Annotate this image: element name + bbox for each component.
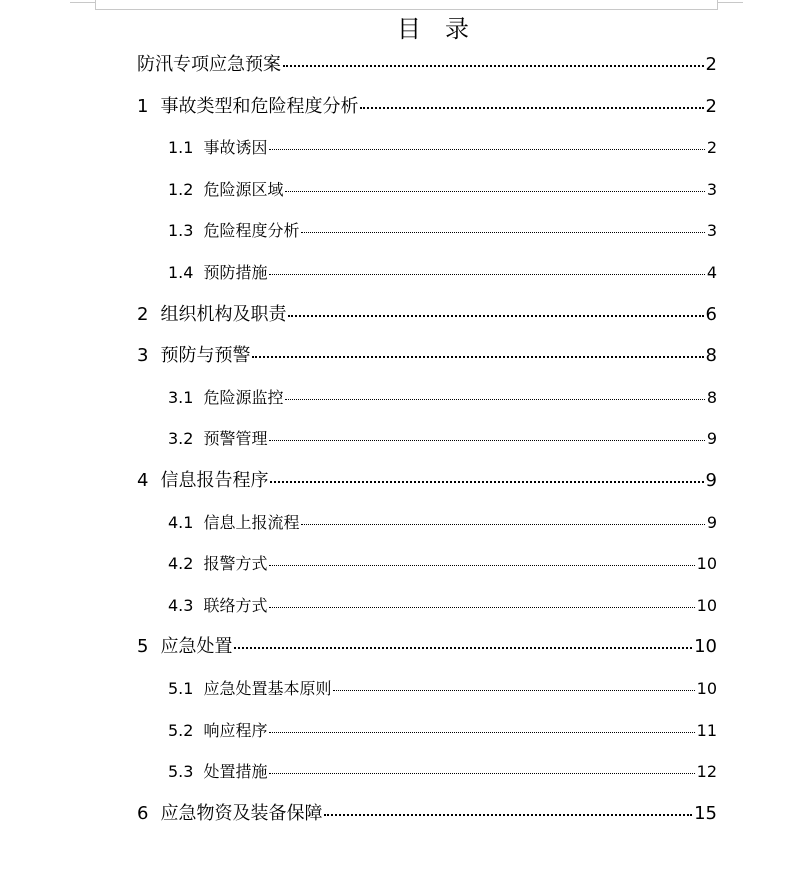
toc-entry-page-number: 3 — [706, 179, 717, 199]
toc-entry-chapter[interactable] — [137, 92, 717, 118]
toc-dot-leader — [269, 731, 694, 733]
toc-entry-page-number: 11 — [696, 720, 717, 740]
toc-entry-chapter[interactable] — [137, 341, 717, 367]
toc-dot-leader — [283, 64, 704, 67]
toc-entry-number: 1.2 — [168, 179, 194, 199]
toc-dot-leader — [333, 689, 694, 691]
toc-entry-title: 危险源监控 — [203, 387, 284, 407]
toc-entry-chapter[interactable] — [137, 799, 717, 825]
toc-entry-number: 3.2 — [168, 429, 194, 449]
toc-dot-leader — [269, 772, 694, 774]
toc-entry-page-number: 8 — [706, 387, 717, 407]
page-title — [0, 12, 794, 46]
toc-dot-leader — [285, 190, 704, 192]
toc-entry-page-number: 15 — [694, 802, 717, 824]
toc-entry-page-number: 12 — [696, 762, 717, 782]
toc-entry-title: 预防措施 — [203, 263, 268, 282]
toc-entry-page-number: 10 — [696, 679, 717, 698]
toc-dot-leader — [269, 273, 704, 275]
toc-dot-leader — [301, 231, 704, 233]
toc-entry-number: 1.1 — [168, 138, 194, 158]
toc-entry-title: 危险程度分析 — [203, 221, 300, 241]
toc-entry-title: 应急处置 — [160, 636, 233, 658]
toc-entry-number: 1.3 — [168, 221, 194, 241]
toc-entry-number: 5.2 — [168, 720, 194, 740]
toc-entry-chapter[interactable] — [137, 50, 717, 76]
toc-entry-section[interactable] — [168, 426, 717, 449]
toc-entry-page-number: 6 — [705, 303, 717, 325]
toc-entry-section[interactable] — [168, 385, 717, 408]
toc-entry-section[interactable] — [168, 510, 717, 533]
toc-entry-page-number: 2 — [705, 54, 717, 75]
toc-entry-page-number: 4 — [706, 263, 717, 282]
margin-corner-mark-left — [70, 2, 95, 3]
toc-dot-leader — [269, 439, 704, 441]
toc-entry-number: 4.3 — [168, 595, 194, 615]
toc-dot-leader — [252, 355, 703, 358]
toc-entry-page-number: 10 — [696, 554, 717, 574]
toc-entry-title: 危险源区域 — [203, 179, 284, 199]
toc-entry-number: 5.1 — [168, 679, 194, 698]
toc-entry-section[interactable] — [168, 218, 717, 241]
toc-entry-section[interactable] — [168, 759, 717, 782]
toc-entry-title: 防汛专项应急预案 — [137, 54, 281, 75]
header-margin-line — [95, 9, 718, 10]
toc-entry-title: 应急处置基本原则 — [203, 679, 332, 698]
toc-dot-leader — [324, 813, 692, 816]
toc-entry-number: 2 — [137, 303, 149, 325]
toc-entry-section[interactable] — [168, 593, 717, 616]
toc-entry-page-number: 9 — [706, 429, 717, 449]
toc-entry-chapter[interactable] — [137, 466, 717, 492]
toc-entry-title: 信息上报流程 — [203, 512, 300, 532]
toc-entry-chapter[interactable] — [137, 632, 717, 658]
toc-entry-title: 响应程序 — [203, 720, 268, 740]
toc-dot-leader — [270, 480, 703, 483]
toc-entry-title: 事故诱因 — [203, 138, 268, 158]
toc-entry-section[interactable] — [168, 135, 717, 158]
toc-dot-leader — [285, 398, 704, 400]
toc-entry-title: 联络方式 — [203, 595, 268, 615]
toc-entry-number: 6 — [137, 802, 149, 824]
toc-entry-number: 4 — [137, 470, 149, 491]
toc-dot-leader — [269, 606, 694, 608]
toc-entry-number: 4.1 — [168, 512, 194, 532]
toc-entry-page-number: 2 — [706, 138, 717, 158]
toc-entry-section[interactable] — [168, 551, 717, 574]
toc-entry-page-number: 3 — [706, 221, 717, 241]
toc-entry-number: 5.3 — [168, 762, 194, 782]
toc-entry-section[interactable] — [168, 260, 717, 283]
toc-entry-number: 5 — [137, 636, 149, 658]
toc-dot-leader — [288, 314, 703, 317]
title-char: 录 — [445, 15, 469, 43]
toc-entry-title: 组织机构及职责 — [160, 303, 287, 325]
toc-entry-number: 3.1 — [168, 387, 194, 407]
toc-entry-title: 处置措施 — [203, 762, 268, 782]
margin-corner-mark-right — [718, 2, 743, 3]
toc-entry-page-number: 9 — [706, 512, 717, 532]
toc-dot-leader — [234, 646, 692, 649]
toc-entry-page-number: 10 — [694, 636, 717, 658]
title-char: 目 — [397, 15, 421, 43]
toc-dot-leader — [360, 106, 703, 109]
toc-entry-page-number: 9 — [705, 470, 717, 491]
toc-entry-number: 1.4 — [168, 263, 194, 282]
toc-entry-chapter[interactable] — [137, 300, 717, 326]
toc-entry-title: 应急物资及装备保障 — [160, 802, 323, 824]
toc-dot-leader — [269, 564, 694, 566]
toc-entry-title: 事故类型和危险程度分析 — [160, 95, 359, 117]
toc-entry-section[interactable] — [168, 718, 717, 741]
toc-entry-number: 1 — [137, 95, 149, 117]
toc-entry-number: 3 — [137, 345, 149, 367]
toc-entry-title: 预防与预警 — [160, 345, 251, 367]
toc-entry-number: 4.2 — [168, 554, 194, 574]
toc-entry-title: 预警管理 — [203, 429, 268, 449]
toc-entry-page-number: 2 — [705, 95, 717, 117]
toc-dot-leader — [269, 148, 704, 150]
toc-entry-title: 信息报告程序 — [160, 470, 269, 491]
toc-dot-leader — [301, 523, 704, 525]
toc-entry-section[interactable] — [168, 676, 717, 699]
toc-entry-title: 报警方式 — [203, 554, 268, 574]
toc-entry-page-number: 10 — [696, 595, 717, 615]
toc-entry-page-number: 8 — [705, 345, 717, 367]
toc-entry-section[interactable] — [168, 177, 717, 200]
